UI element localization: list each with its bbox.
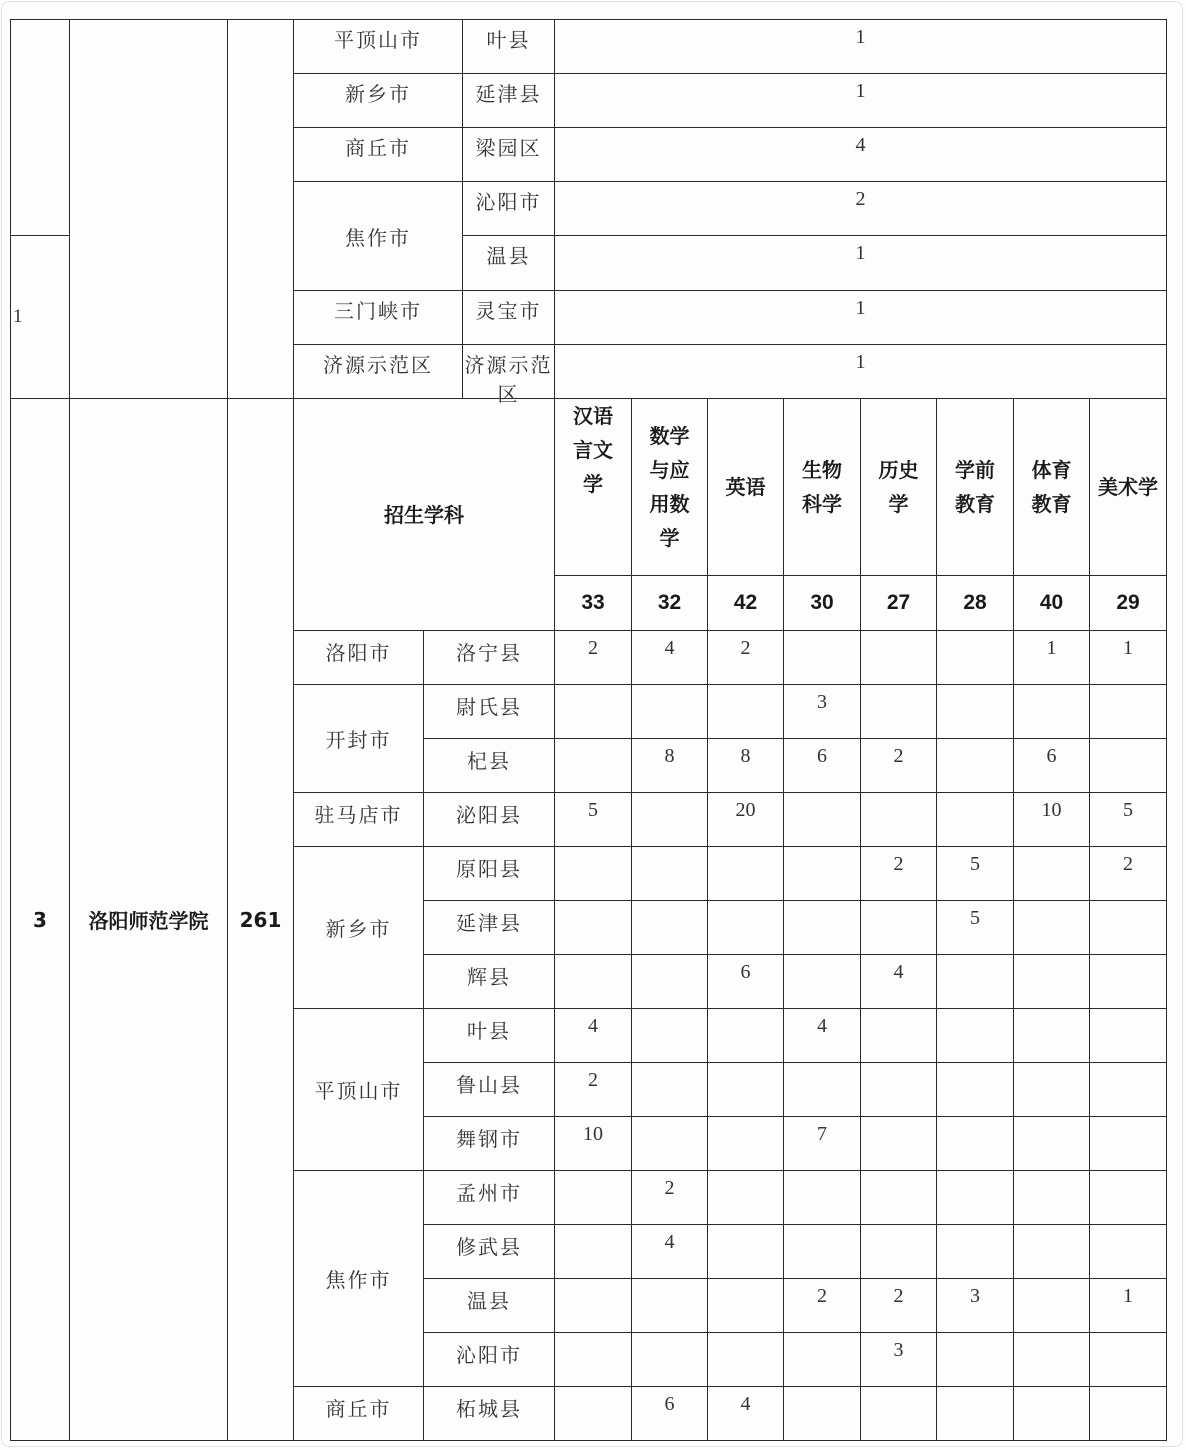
value-cell	[861, 901, 937, 955]
city-cell: 焦作市	[294, 1171, 424, 1387]
value-cell	[937, 955, 1014, 1009]
subject-total: 27	[861, 576, 937, 631]
value-cell: 1	[1090, 631, 1167, 685]
county-cell: 鲁山县	[424, 1063, 555, 1117]
value-cell: 8	[632, 739, 708, 793]
value-cell	[937, 1117, 1014, 1171]
value-cell	[1090, 1225, 1167, 1279]
value-cell	[1014, 847, 1090, 901]
value-cell	[708, 1117, 784, 1171]
value-cell	[708, 1009, 784, 1063]
top-index-blank	[11, 20, 70, 236]
value-cell	[555, 1171, 632, 1225]
value-cell	[632, 1117, 708, 1171]
county-cell: 杞县	[424, 739, 555, 793]
value-cell	[784, 1225, 861, 1279]
subject-total: 30	[784, 576, 861, 631]
value-cell	[937, 1009, 1014, 1063]
city-cell: 新乡市	[294, 847, 424, 1009]
top-index: 1	[11, 236, 70, 399]
value-cell: 4	[708, 1387, 784, 1441]
value-cell	[555, 1225, 632, 1279]
top-total-blank	[228, 20, 294, 399]
value-cell	[555, 1387, 632, 1441]
top-city: 三门峡市	[294, 291, 463, 344]
value-cell: 4	[861, 955, 937, 1009]
value-cell	[708, 1171, 784, 1225]
value-cell	[708, 685, 784, 739]
value-cell	[632, 901, 708, 955]
subject-name-text: 历史学	[878, 458, 919, 516]
value-cell: 5	[555, 793, 632, 847]
value-cell	[937, 1063, 1014, 1117]
value-cell: 2	[632, 1171, 708, 1225]
value-cell: 10	[1014, 793, 1090, 847]
county-cell: 辉县	[424, 955, 555, 1009]
subject-name	[1090, 399, 1167, 576]
county-cell: 舞钢市	[424, 1117, 555, 1171]
subject-name-text: 英语	[725, 475, 766, 499]
subject-name-text: 体育教育	[1031, 458, 1072, 516]
value-cell	[784, 1333, 861, 1387]
subject-total: 33	[555, 576, 632, 631]
value-cell: 2	[555, 1063, 632, 1117]
value-cell	[1014, 1279, 1090, 1333]
value-cell	[555, 901, 632, 955]
value-cell	[632, 1333, 708, 1387]
value-cell	[1090, 901, 1167, 955]
county-cell: 温县	[424, 1279, 555, 1333]
value-cell: 1	[1014, 631, 1090, 685]
value-cell	[937, 739, 1014, 793]
value-cell	[1014, 685, 1090, 739]
top-city: 新乡市	[294, 74, 463, 127]
value-cell	[708, 901, 784, 955]
county-cell: 柘城县	[424, 1387, 555, 1441]
value-cell	[784, 955, 861, 1009]
value-cell: 8	[708, 739, 784, 793]
subject-name-text: 数学与应用数学	[649, 424, 690, 550]
county-cell: 泌阳县	[424, 793, 555, 847]
top-city-cell	[294, 128, 555, 182]
top-county: 灵宝市	[475, 299, 542, 323]
value-cell	[1090, 1333, 1167, 1387]
value-cell	[708, 847, 784, 901]
value-cell: 2	[555, 631, 632, 685]
county-cell: 修武县	[424, 1225, 555, 1279]
top-county: 沁阳市	[463, 182, 554, 236]
value-cell	[1014, 1009, 1090, 1063]
subject-label: 招生学科	[294, 399, 555, 631]
value-cell	[1090, 955, 1167, 1009]
county-cell: 叶县	[424, 1009, 555, 1063]
county-cell: 尉氏县	[424, 685, 555, 739]
subject-name-text: 汉语言文学	[573, 404, 613, 496]
value-cell: 2	[1090, 847, 1167, 901]
value-cell	[1014, 1333, 1090, 1387]
value-cell	[555, 1279, 632, 1333]
value-cell: 2	[861, 1279, 937, 1333]
top-city: 平顶山市	[294, 20, 463, 73]
value-cell	[555, 1333, 632, 1387]
value-cell	[861, 685, 937, 739]
value-cell	[632, 685, 708, 739]
value-cell	[937, 1333, 1014, 1387]
city-cell: 平顶山市	[294, 1009, 424, 1171]
value-cell	[1090, 685, 1167, 739]
subject-name	[555, 399, 632, 576]
top-school-blank	[70, 20, 228, 399]
value-cell	[632, 955, 708, 1009]
value-cell: 6	[708, 955, 784, 1009]
value-cell: 3	[937, 1279, 1014, 1333]
value-cell: 5	[937, 901, 1014, 955]
subject-total: 40	[1014, 576, 1090, 631]
value-cell	[937, 631, 1014, 685]
value-cell	[1090, 1063, 1167, 1117]
subject-total: 29	[1090, 576, 1167, 631]
subject-name-text: 学前教育	[955, 458, 995, 516]
city-cell: 商丘市	[294, 1387, 424, 1441]
value-cell	[1014, 1117, 1090, 1171]
subject-name	[1014, 399, 1090, 576]
value-cell: 4	[632, 631, 708, 685]
value-cell: 4	[555, 1009, 632, 1063]
value-cell	[1014, 955, 1090, 1009]
city-cell: 洛阳市	[294, 631, 424, 685]
top-city-cell	[294, 345, 555, 406]
top-count: 1	[555, 236, 1167, 291]
value-cell	[555, 847, 632, 901]
value-cell	[937, 1225, 1014, 1279]
value-cell: 2	[784, 1279, 861, 1333]
top-city: 焦作市	[294, 182, 463, 290]
value-cell	[555, 685, 632, 739]
school-index: 3	[11, 399, 70, 1441]
value-cell	[555, 955, 632, 1009]
subject-total: 28	[937, 576, 1014, 631]
value-cell: 6	[632, 1387, 708, 1441]
top-row	[11, 20, 1167, 74]
value-cell: 6	[784, 739, 861, 793]
value-cell	[708, 1333, 784, 1387]
top-county: 延津县	[475, 82, 542, 106]
subject-name	[937, 399, 1014, 576]
subject-name	[861, 399, 937, 576]
top-city-cell	[294, 291, 555, 345]
top-count: 2	[555, 182, 1167, 236]
value-cell	[937, 1387, 1014, 1441]
county-cell: 原阳县	[424, 847, 555, 901]
top-county: 温县	[486, 244, 531, 268]
value-cell	[784, 631, 861, 685]
value-cell: 4	[632, 1225, 708, 1279]
enrollment-table	[10, 19, 1167, 1441]
value-cell	[632, 1063, 708, 1117]
school-name: 洛阳师范学院	[70, 399, 228, 1441]
value-cell	[784, 847, 861, 901]
value-cell	[937, 793, 1014, 847]
value-cell	[708, 1279, 784, 1333]
value-cell: 6	[1014, 739, 1090, 793]
value-cell: 10	[555, 1117, 632, 1171]
county-cell: 洛宁县	[424, 631, 555, 685]
value-cell: 20	[708, 793, 784, 847]
subject-name	[632, 399, 708, 576]
top-count: 1	[555, 291, 1167, 345]
value-cell	[1090, 1171, 1167, 1225]
value-cell	[1090, 1387, 1167, 1441]
county-cell: 延津县	[424, 901, 555, 955]
top-county: 济源示范区	[464, 353, 553, 406]
top-county: 叶县	[486, 28, 531, 52]
subject-header-row	[11, 399, 1167, 576]
value-cell	[784, 901, 861, 955]
subject-name-text: 美术学	[1098, 475, 1158, 499]
value-cell	[861, 793, 937, 847]
value-cell: 2	[861, 739, 937, 793]
top-city-cell	[294, 20, 555, 74]
value-cell	[632, 1279, 708, 1333]
value-cell	[937, 685, 1014, 739]
value-cell: 3	[861, 1333, 937, 1387]
value-cell	[632, 847, 708, 901]
top-county: 梁园区	[475, 136, 542, 160]
top-city-cell	[294, 182, 555, 291]
value-cell	[708, 1063, 784, 1117]
value-cell	[861, 631, 937, 685]
top-count: 1	[555, 345, 1167, 399]
value-cell	[1014, 901, 1090, 955]
value-cell: 2	[708, 631, 784, 685]
subject-name	[708, 399, 784, 576]
value-cell	[937, 1171, 1014, 1225]
value-cell: 5	[1090, 793, 1167, 847]
subject-total: 32	[632, 576, 708, 631]
value-cell: 7	[784, 1117, 861, 1171]
subject-name-text: 生物科学	[802, 458, 842, 516]
top-city: 济源示范区	[294, 345, 463, 398]
subject-name	[784, 399, 861, 576]
value-cell	[1014, 1063, 1090, 1117]
value-cell	[632, 793, 708, 847]
value-cell	[784, 1171, 861, 1225]
county-cell: 孟州市	[424, 1171, 555, 1225]
value-cell: 1	[1090, 1279, 1167, 1333]
top-count: 1	[555, 20, 1167, 74]
value-cell	[784, 1063, 861, 1117]
value-cell	[632, 1009, 708, 1063]
value-cell	[861, 1225, 937, 1279]
value-cell	[1014, 1171, 1090, 1225]
value-cell: 2	[861, 847, 937, 901]
value-cell	[861, 1171, 937, 1225]
city-cell: 驻马店市	[294, 793, 424, 847]
top-city-cell	[294, 74, 555, 128]
value-cell	[708, 1225, 784, 1279]
value-cell	[861, 1117, 937, 1171]
top-city: 商丘市	[294, 128, 463, 181]
value-cell	[1014, 1387, 1090, 1441]
value-cell: 5	[937, 847, 1014, 901]
top-count: 4	[555, 128, 1167, 182]
value-cell	[1090, 739, 1167, 793]
value-cell: 3	[784, 685, 861, 739]
school-total: 261	[228, 399, 294, 1441]
value-cell	[1014, 1225, 1090, 1279]
value-cell	[784, 793, 861, 847]
county-cell: 沁阳市	[424, 1333, 555, 1387]
top-count: 1	[555, 74, 1167, 128]
value-cell	[1090, 1117, 1167, 1171]
city-cell: 开封市	[294, 685, 424, 793]
value-cell	[861, 1063, 937, 1117]
value-cell	[1090, 1009, 1167, 1063]
value-cell	[555, 739, 632, 793]
value-cell: 4	[784, 1009, 861, 1063]
value-cell	[784, 1387, 861, 1441]
value-cell	[861, 1009, 937, 1063]
subject-total: 42	[708, 576, 784, 631]
value-cell	[861, 1387, 937, 1441]
